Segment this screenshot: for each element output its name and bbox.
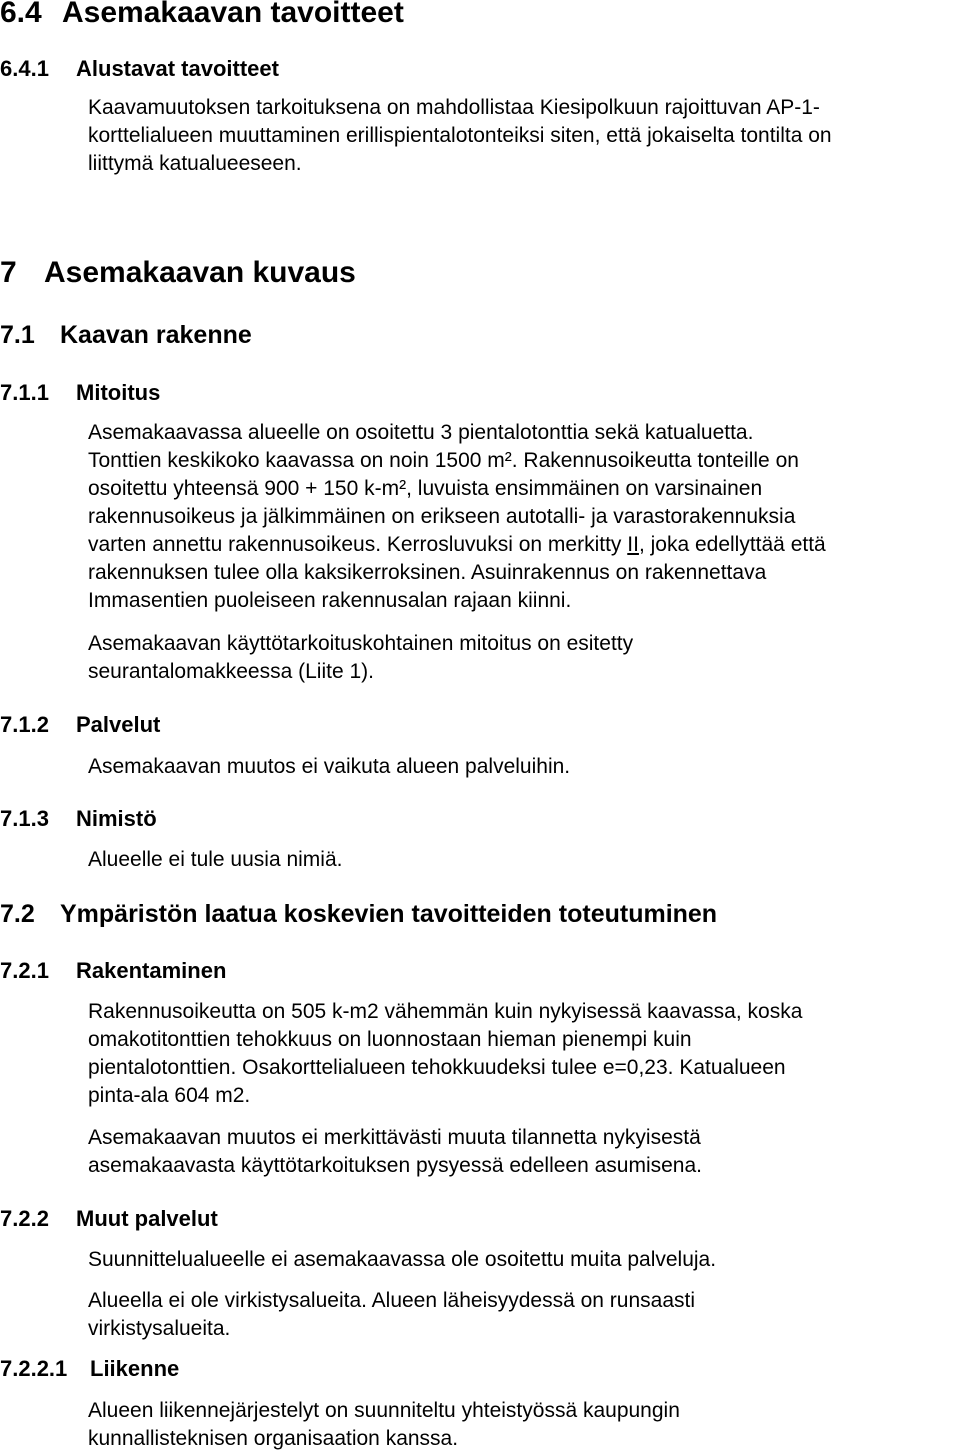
heading-number: 7.2.2 bbox=[0, 1206, 49, 1231]
text-line: rakennuksen tulee olla kaksikerroksinen. Asuinrakennus on rakennettava bbox=[88, 561, 767, 584]
heading-title: Ympäristön laatua koskevien tavoitteiden toteutuminen bbox=[60, 900, 718, 928]
heading-title: Muut palvelut bbox=[76, 1206, 218, 1231]
heading-title: Rakentaminen bbox=[76, 958, 227, 983]
text-line: asemakaavasta käyttötarkoituksen pysyessä edelleen asumisena. bbox=[88, 1154, 703, 1177]
heading-number: 7 bbox=[0, 256, 17, 289]
heading-number: 7.2.1 bbox=[0, 958, 49, 983]
text-line bbox=[88, 531, 826, 559]
paragraph-nimisto bbox=[88, 846, 342, 874]
text-line: korttelialueen muuttaminen erillispientalotonteiksi siten, että jokaiselta tontilta on bbox=[88, 124, 832, 147]
heading-7-1-3 bbox=[0, 806, 157, 832]
heading-title: Mitoitus bbox=[76, 380, 161, 405]
heading-6-4 bbox=[0, 0, 404, 30]
paragraph-tavoitteet bbox=[88, 94, 832, 178]
paragraph-muut-palvelut-2 bbox=[88, 1287, 695, 1343]
heading-7-2-2 bbox=[0, 1206, 218, 1232]
paragraph-rakentaminen-1 bbox=[88, 998, 802, 1110]
heading-title: Nimistö bbox=[76, 806, 157, 831]
text-line: Asemakaavan muutos ei vaikuta alueen palveluihin. bbox=[88, 755, 571, 778]
heading-7-2 bbox=[0, 900, 717, 929]
heading-number: 7.1.1 bbox=[0, 380, 49, 405]
heading-number: 7.1 bbox=[0, 321, 35, 349]
text-line: Asemakaavan käyttötarkoituskohtainen mitoitus on esitetty bbox=[88, 632, 634, 655]
text-segment: varten annettu rakennusoikeus. Kerrosluvuksi on merkitty bbox=[88, 533, 628, 556]
text-line: Rakennusoikeutta on 505 k-m2 vähemmän kuin nykyisessä kaavassa, koska bbox=[88, 1000, 803, 1023]
text-line: liittymä katualueeseen. bbox=[88, 152, 302, 175]
heading-7-1-2 bbox=[0, 712, 160, 738]
text-line: Alueelle ei tule uusia nimiä. bbox=[88, 848, 343, 871]
text-line: Asemakaavassa alueelle on osoitettu 3 pientalotonttia sekä katualuetta. bbox=[88, 421, 754, 444]
heading-title: Alustavat tavoitteet bbox=[76, 56, 279, 81]
text-line: virkistysalueita. bbox=[88, 1317, 231, 1340]
paragraph-palvelut bbox=[88, 753, 570, 781]
text-line: kunnallisteknisen organisaation kanssa. bbox=[88, 1427, 459, 1450]
heading-title: Kaavan rakenne bbox=[60, 321, 252, 349]
heading-7-1 bbox=[0, 321, 252, 350]
heading-number: 7.2 bbox=[0, 900, 35, 928]
heading-6-4-1 bbox=[0, 56, 279, 82]
text-segment: , joka edellyttää että bbox=[638, 533, 826, 556]
paragraph-liikenne bbox=[88, 1397, 680, 1453]
paragraph-muut-palvelut-1 bbox=[88, 1246, 716, 1274]
text-line: pientalotonttien. Osakorttelialueen tehokkuudeksi tulee e=0,23. Katualueen bbox=[88, 1056, 786, 1079]
text-line: Kaavamuutoksen tarkoituksena on mahdollistaa Kiesipolkuun rajoittuvan AP-1- bbox=[88, 96, 820, 119]
text-line: Immasentien puoleiseen rakennusalan rajaan kiinni. bbox=[88, 589, 572, 612]
text-line: rakennusoikeus ja jälkimmäinen on erikseen autotalli- ja varastorakennuksia bbox=[88, 505, 796, 528]
heading-number: 7.1.2 bbox=[0, 712, 49, 737]
floor-count-underlined: II bbox=[627, 533, 639, 556]
text-line: omakotitonttien tehokkuus on luonnostaan hieman pienempi kuin bbox=[88, 1028, 692, 1051]
text-line: pinta-ala 604 m2. bbox=[88, 1084, 251, 1107]
paragraph-rakentaminen-2 bbox=[88, 1124, 702, 1180]
heading-title: Asemakaavan kuvaus bbox=[44, 256, 356, 289]
text-line: seurantalomakkeessa (Liite 1). bbox=[88, 660, 374, 683]
text-line: Alueella ei ole virkistysalueita. Alueen läheisyydessä on runsaasti bbox=[88, 1289, 696, 1312]
heading-title: Asemakaavan tavoitteet bbox=[62, 0, 404, 29]
text-line: Alueen liikennejärjestelyt on suunniteltu yhteistyössä kaupungin bbox=[88, 1399, 680, 1422]
text-line: osoitettu yhteensä 900 + 150 k-m², luvuista ensimmäinen on varsinainen bbox=[88, 477, 763, 500]
text-line: Asemakaavan muutos ei merkittävästi muuta tilannetta nykyisestä bbox=[88, 1126, 701, 1149]
heading-number: 6.4 bbox=[0, 0, 42, 29]
heading-title: Palvelut bbox=[76, 712, 161, 737]
heading-number: 7.1.3 bbox=[0, 806, 49, 831]
heading-7-2-1 bbox=[0, 958, 226, 984]
heading-7-2-2-1 bbox=[0, 1356, 179, 1382]
heading-title: Liikenne bbox=[90, 1356, 180, 1381]
heading-number: 7.2.2.1 bbox=[0, 1356, 68, 1381]
heading-7-1-1 bbox=[0, 380, 160, 406]
heading-number: 6.4.1 bbox=[0, 56, 49, 81]
text-line: Suunnittelualueelle ei asemakaavassa ole osoitettu muita palveluja. bbox=[88, 1248, 717, 1271]
paragraph-mitoitus-1 bbox=[88, 419, 826, 615]
heading-7 bbox=[0, 256, 356, 290]
text-line: Tonttien keskikoko kaavassa on noin 1500 m². Rakennusoikeutta tonteille on bbox=[88, 449, 799, 472]
paragraph-mitoitus-2 bbox=[88, 630, 633, 686]
